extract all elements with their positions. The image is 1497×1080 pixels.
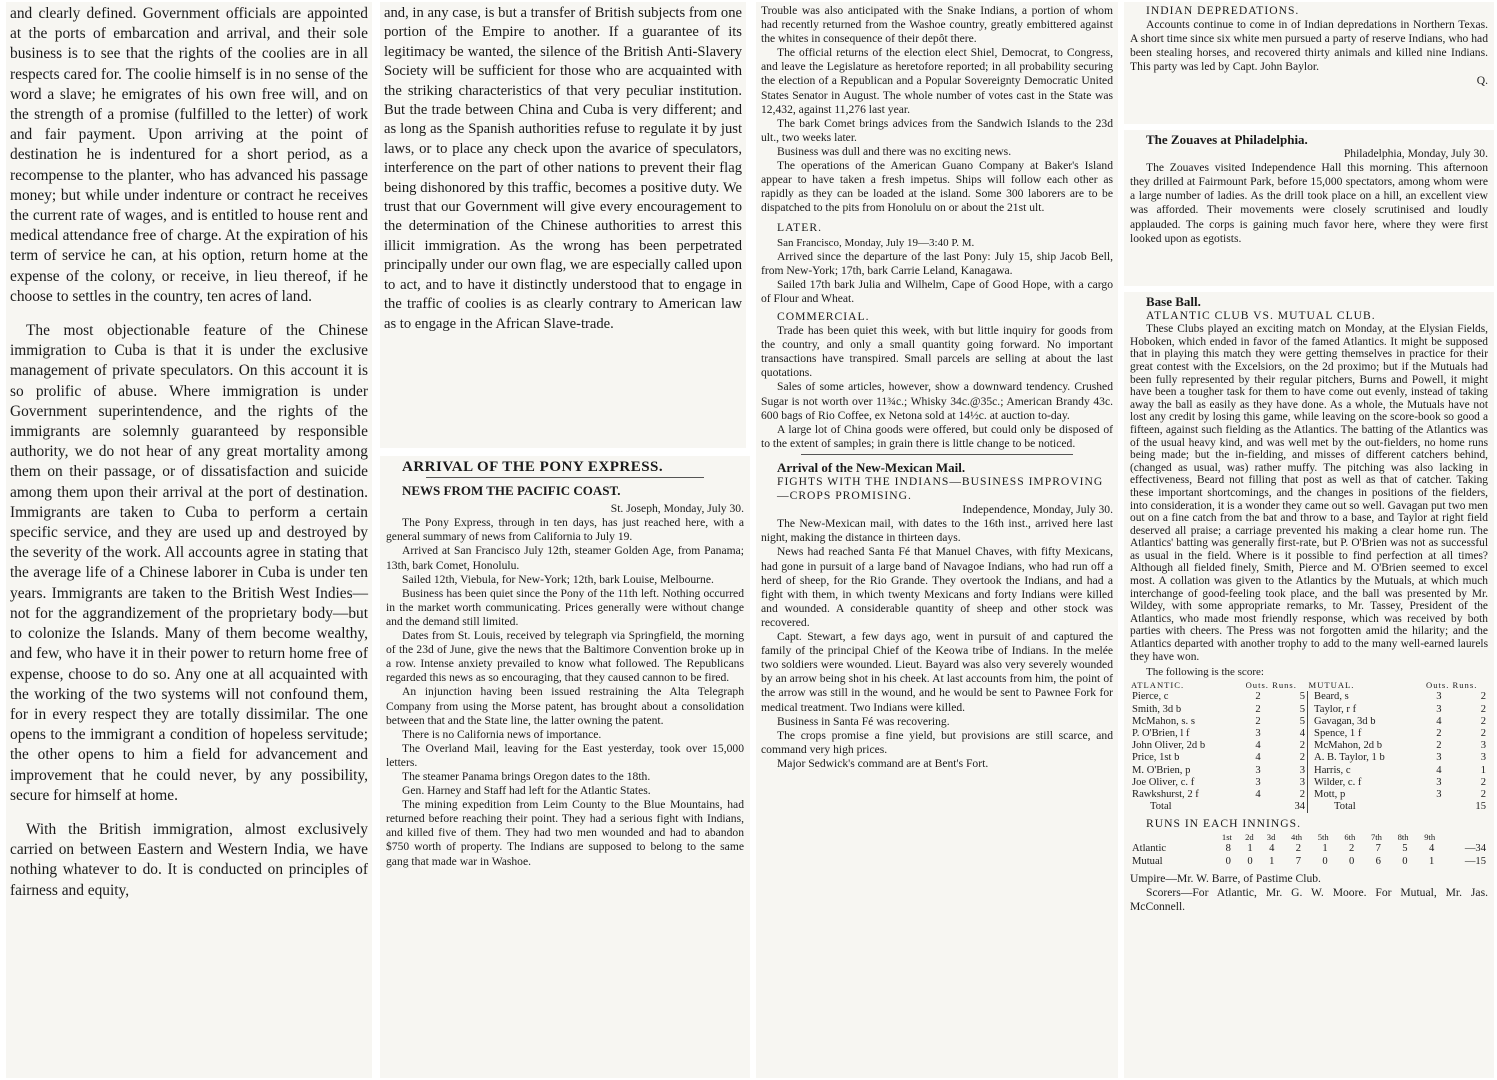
innings-col-head: 1st bbox=[1221, 832, 1232, 843]
paragraph: The New-Mexican mail, with dates to the 16th inst., arrived here last night, making the distance in thirteen days. bbox=[761, 517, 1113, 545]
subheadline: ATLANTIC CLUB VS. MUTUAL CLUB. bbox=[1146, 309, 1376, 323]
player-outs: 4 bbox=[1436, 764, 1442, 776]
inning-runs: 0 bbox=[1402, 855, 1408, 867]
player-outs: 3 bbox=[1436, 788, 1442, 800]
paragraph: The crops promise a fine yield, but provisions are still scarce, and command very high prices. bbox=[761, 728, 1113, 756]
player-name: P. O'Brien, l f bbox=[1132, 727, 1190, 739]
paragraph: The Overland Mail, leaving for the East yesterday, took over 15,000 letters. bbox=[386, 741, 744, 769]
paragraph: Capt. Stewart, a few days ago, went in pursuit of and captured the family of the principal Chief of the Keowa tribe of Indians. In the melée two soldiers were wounded. Lieut. Bayard was also very severely wounded by an arrow being shot in his cheek. At last accounts from him, the point of the arrow was still in the wound, and he would be sent to Pawnee Fork for medical treatment. Two Indians were killed. bbox=[761, 630, 1113, 714]
player-runs: 2 bbox=[1263, 740, 1308, 752]
inning-runs: 6 bbox=[1375, 855, 1381, 867]
player-runs: 3 bbox=[1263, 765, 1308, 777]
paragraph: A large lot of China goods were offered, but could only be disposed of to the extent of samples; in grain there is little change to be noticed. bbox=[761, 422, 1113, 450]
player-outs: 3 bbox=[1255, 727, 1261, 739]
player-name: John Oliver, 2d b bbox=[1132, 740, 1206, 752]
player-name: McMahon, 2d b bbox=[1314, 740, 1383, 752]
paragraph: Business was dull and there was no exciting news. bbox=[777, 144, 1012, 158]
inning-runs: 5 bbox=[1402, 843, 1408, 855]
player-name: A. B. Taylor, 1 b bbox=[1314, 752, 1385, 764]
headline: Arrival of the New-Mexican Mail. bbox=[777, 459, 966, 475]
score-total-row bbox=[1130, 801, 1488, 813]
inning-runs: 2 bbox=[1349, 843, 1355, 855]
paragraph: These Clubs played an exciting match on Monday, at the Elysian Fields, Hoboken, which ended in favor of the famed Atlantics. It might be supposed that in playing this match they were getting themselves in practice for their great contest with the Excelsiors, on the 2d proximo; but if the Mutuals had been fully represented by their regular pitchers, Burns and Powell, it might have been a tougher task for them to have come out evenly, instead of taking away the ball as easily as they have done. As a whole, the Mutuals have not lost any credit by losing this game, while leaving on the score-book so good a fifteen, against such fielding as the Atlantics. The batting of the Atlantics was of the usual heavy kind, and was well met by the out-fielders, no home runs being made; but the in-fielding, and misses of different catchers behind, (changed as usual, was) rather muffy. The pitching was also lacking in effectiveness, Beard not filling that post as well as that of catcher. Taking these important shortcomings, and the changes in positions of the fielders, into consideration, it is a wonder they came out so well. Gavagan put two men out on a fine catch from the bat and throw to a base, and Taylor at right field deserved all praise; a carriage prevented his making a clear home run. The Atlantics' batting was generally first-rate, but P. O'Brien was not as successful as usual in the field. Where is it possible to find perfection at all times? Although all fielded finely, Smith, Pierce and M. O'Brien seemed to excel most. A collation was given to the Atlantics by the Mutuals, at which much interchange of good-feeling took place, and the ball was presented by Mr. Wildey, with some appropriate remarks, to Mr. Tassey, President of the Atlantics, who made most friendly response, which was received by both parties with cheers. The Press was not forgotten amid the hilarity; and the Atlantics departed with another trophy to add to the many well-earned laurels they have won. bbox=[1130, 323, 1488, 663]
inning-runs: 7 bbox=[1295, 855, 1302, 867]
inning-runs: —15 bbox=[1464, 855, 1486, 867]
total-runs: 34 bbox=[1263, 801, 1308, 813]
paragraph: Dates from St. Louis, received by telegraph via Springfield, the morning of the 23d of June, give the news that the Baltimore Convention broke up in a row. Intense anxiety prevailed to know what followed. The Republicans regarded this news as so encouraging, that they caused cannon to be fired. bbox=[386, 629, 744, 685]
score-row bbox=[1130, 752, 1488, 764]
paragraph: and, in any case, is but a transfer of British subjects from one portion of the Empire to another. If a guarantee of its legitimacy be wanted, the silence of the British Anti-Slavery Society will be sufficient for those who are acquainted with the striking characteristics of that very peculiar institution. But the trade between China and Cuba is very different; and as long as the Spanish authorities refuse to regulate it by just laws, or to place any check upon the avarice of speculators, interference on the part of other nations to prevent their flag being dishonored by this traffic, becomes a positive duty. We trust that our Government will give every encouragement to the determination of the Chinese authorities to arrest this illicit immigration. As the wrong has been perpetrated principally under our own flag, we are especially called upon to act, and to have it distinctly understood that to engage in the traffic of coolies is as clearly contrary to American law as to engage in the African Slave-trade. bbox=[384, 5, 742, 332]
team-name: Mutual bbox=[1132, 855, 1163, 867]
clipping-indian-depredations bbox=[1124, 2, 1494, 124]
score-head-atlantic: ATLANTIC. bbox=[1131, 680, 1185, 691]
paragraph: The Zouaves visited Independence Hall this morning. This afternoon they drilled at Fairmount Park, before 15,000 spectators, among whom were a large number of ladies. As the drill took place on a hill, an excellent view was afforded. Their movements were closely scrutinised and loudly applauded. The corps is gaining much favor here, where they were first looked upon as egotists. bbox=[1130, 161, 1488, 245]
dateline: Philadelphia, Monday, July 30. bbox=[1343, 147, 1488, 161]
headline: ARRIVAL OF THE PONY EXPRESS. bbox=[402, 459, 664, 475]
innings-col-head: 2d bbox=[1245, 832, 1254, 843]
inning-runs: 0 bbox=[1322, 855, 1328, 867]
inning-runs: 2 bbox=[1295, 843, 1302, 855]
clipping-zouaves bbox=[1124, 130, 1494, 286]
clipping-pony-express bbox=[380, 456, 750, 1078]
paragraph: Arrived since the departure of the last Pony: July 15, ship Jacob Bell, from New-York; 17th, bark Carrie Leland, Kanagawa. bbox=[761, 249, 1113, 277]
clipping-base-ball bbox=[1124, 292, 1494, 1078]
player-runs: 2 bbox=[1480, 703, 1486, 715]
player-outs: 3 bbox=[1255, 764, 1261, 776]
player-name: Smith, 3d b bbox=[1132, 703, 1182, 715]
paragraph: There is no California news of importance. bbox=[402, 727, 602, 741]
player-outs: 2 bbox=[1436, 727, 1442, 739]
paragraph: Sales of some articles, however, show a downward tendency. Crushed Sugar is not worth over 11¾c.; Whisky 34c.@35c.; American Brandy 43c. 600 bags of Rio Coffee, ex Netona sold at 14½c. at auction to-day. bbox=[761, 380, 1113, 422]
player-name: Beard, s bbox=[1314, 691, 1349, 703]
score-row bbox=[1130, 728, 1488, 740]
player-outs: 3 bbox=[1436, 703, 1442, 715]
player-name: Rawkshurst, 2 f bbox=[1132, 788, 1199, 800]
player-outs: 2 bbox=[1255, 715, 1261, 727]
innings-col-head: 9th bbox=[1424, 832, 1436, 843]
paragraph: The most objectionable feature of the Chinese immigration to Cuba is that it is under the exclusive management of private speculators. On this account it is so prolific of abuse. Where immigration is under Government superintendence, and the rights of the immigrants are solemnly guaranteed by responsible authority, we do not hear of any great mortality among them on their passage, or of dissatisfaction and suicide among them upon their arrival at the port of destination. Immigrants are taken to Cuba to perform a certain specific service, and they are used up and destroyed by the severity of the work. All accounts agree in stating that the average life of a Chinese laborer in Cuba is under ten years. Immigrants are taken to the British West Indies—not for the aggrandizement of the proprietary body—but to colonize the Islands. Many of them become wealthy, and few, who have it in their power to return home free of expense, choose to do so. Any one at all acquainted with the working of the two systems will not confound them, for in every respect they are totally dissimilar. The one opens to the immigrant a condition of hopeless servitude; the other opens to him a field for advancement and improvement that he could never, by any possibility, secure for himself at home. bbox=[10, 322, 368, 804]
player-outs: 4 bbox=[1255, 788, 1261, 800]
innings-col-head: 6th bbox=[1344, 832, 1356, 843]
player-runs: 4 bbox=[1263, 728, 1308, 740]
paragraph: Trouble was also anticipated with the Snake Indians, a portion of whom had recently returned from the Washoe country, greatly embittered against the whites in consequence of their depôt there. bbox=[761, 4, 1113, 46]
inning-runs: 1 bbox=[1428, 855, 1435, 867]
clipping-coolie-article-continued bbox=[380, 2, 746, 448]
player-runs: 2 bbox=[1480, 776, 1486, 788]
player-runs: 3 bbox=[1480, 752, 1486, 764]
paragraph: News had reached Santa Fé that Manuel Chaves, with fifty Mexicans, had gone in pursuit of a large band of Navagoe Indians, who had run off a herd of sheep, for the Rio Grande. They overtook the Indians, and had a fight with them, in which twenty Mexicans and forty Indians were killed and wounded. A considerable quantity of sheep and other stock was recovered. bbox=[761, 545, 1113, 629]
clipping-coolie-article bbox=[6, 2, 372, 1078]
innings-head: RUNS IN EACH INNINGS. bbox=[1146, 817, 1301, 831]
player-outs: 2 bbox=[1255, 691, 1261, 703]
player-name: Mott, p bbox=[1314, 788, 1346, 800]
innings-col-head: 3d bbox=[1266, 832, 1276, 843]
score-head-mutual: MUTUAL. bbox=[1308, 680, 1355, 691]
headline: Base Ball. bbox=[1146, 294, 1201, 309]
paragraph: The mining expedition from Leim County to the Blue Mountains, had returned before reaching their point. They had a serious fight with Indians, and killed five of them. They had two men wounded and had to abandon $750 worth of property. The Indians are supposed to belong to the same gang that made war in Washoe. bbox=[386, 798, 744, 868]
innings-row bbox=[1130, 843, 1488, 855]
player-runs: 1 bbox=[1480, 764, 1486, 776]
paragraph: Gen. Harney and Staff had left for the Atlantic States. bbox=[402, 784, 651, 798]
clipping-pacific-news bbox=[756, 2, 1118, 1078]
player-name: Wilder, c. f bbox=[1314, 776, 1362, 788]
player-name: Harris, c bbox=[1314, 764, 1351, 776]
player-name: Pierce, c bbox=[1132, 691, 1169, 703]
section-head: INDIAN DEPREDATIONS. bbox=[1146, 4, 1300, 17]
inning-runs: 4 bbox=[1428, 843, 1435, 855]
innings-col-head: 5th bbox=[1317, 832, 1329, 843]
dateline: San Francisco, Monday, July 19—3:40 P. M. bbox=[777, 236, 975, 249]
paragraph: The Pony Express, through in ten days, has just reached here, with a general summary of news from California to July 19. bbox=[386, 516, 744, 544]
dateline: Independence, Monday, July 30. bbox=[962, 503, 1113, 517]
subheadline: NEWS FROM THE PACIFIC COAST. bbox=[402, 483, 621, 499]
player-runs: 5 bbox=[1263, 691, 1308, 703]
innings-col-head: 7th bbox=[1370, 832, 1382, 843]
score-row bbox=[1130, 716, 1488, 728]
player-outs: 3 bbox=[1436, 691, 1442, 703]
section-head: COMMERCIAL. bbox=[777, 309, 870, 323]
paragraph: Major Sedwick's command are at Bent's Fort. bbox=[777, 756, 989, 770]
innings-row bbox=[1130, 856, 1488, 868]
inning-runs: 1 bbox=[1269, 855, 1275, 867]
total-label: Total bbox=[1334, 801, 1356, 813]
headline: The Zouaves at Philadelphia. bbox=[1146, 132, 1308, 147]
score-row bbox=[1130, 691, 1488, 703]
score-table bbox=[1130, 679, 1488, 813]
player-outs: 4 bbox=[1436, 715, 1442, 727]
score-intro: The following is the score: bbox=[1146, 666, 1264, 679]
score-row bbox=[1130, 777, 1488, 789]
player-name: Taylor, r f bbox=[1314, 703, 1357, 715]
subheadline: FIGHTS WITH THE INDIANS—BUSINESS IMPROVING bbox=[777, 475, 1104, 488]
score-row bbox=[1130, 789, 1488, 801]
team-name: Atlantic bbox=[1132, 843, 1167, 855]
innings-col-head: 8th bbox=[1397, 832, 1409, 843]
paragraph: Business has been quiet since the Pony of the 11th left. Nothing occurred in the market worth communicating. Prices generally were without change and the demand still limited. bbox=[386, 586, 744, 628]
player-name: M. O'Brien, p bbox=[1132, 764, 1191, 776]
player-name: Spence, 1 f bbox=[1314, 727, 1362, 739]
total-spacer bbox=[1415, 801, 1443, 813]
paragraph: The steamer Panama brings Oregon dates to the 18th. bbox=[402, 769, 651, 783]
player-runs: 2 bbox=[1263, 789, 1308, 801]
player-runs: 2 bbox=[1263, 752, 1308, 764]
player-name: Gavagan, 3d b bbox=[1314, 715, 1376, 727]
inning-runs: 4 bbox=[1269, 843, 1275, 855]
inning-runs: —34 bbox=[1464, 843, 1486, 855]
paragraph: Business in Santa Fé was recovering. bbox=[777, 714, 950, 728]
player-runs: 3 bbox=[1263, 777, 1308, 789]
total-spacer bbox=[1235, 801, 1263, 813]
player-outs: 2 bbox=[1255, 703, 1261, 715]
signature: Q. bbox=[1476, 74, 1488, 88]
player-runs: 2 bbox=[1480, 691, 1486, 703]
score-row bbox=[1130, 740, 1488, 752]
player-outs: 4 bbox=[1255, 740, 1261, 752]
player-runs: 2 bbox=[1480, 715, 1486, 727]
paragraph: Accounts continue to come in of Indian depredations in Northern Texas. A short time since six white men pursued a party of reserve Indians, who had been stealing horses, and recovered thirty animals and killed nine Indians. This party was led by Capt. John Baylor. bbox=[1130, 18, 1488, 74]
total-label: Total bbox=[1150, 801, 1172, 813]
inning-runs: 0 bbox=[1225, 855, 1231, 867]
section-head: LATER. bbox=[777, 221, 822, 235]
player-outs: 3 bbox=[1436, 776, 1442, 788]
inning-runs: 8 bbox=[1225, 843, 1231, 855]
paragraph: The bark Comet brings advices from the Sandwich Islands to the 23d ult., two weeks later. bbox=[761, 116, 1113, 144]
player-runs: 3 bbox=[1480, 740, 1486, 752]
score-cols-mutual: Outs. Runs. bbox=[1426, 680, 1478, 691]
paragraph: The operations of the American Guano Company at Baker's Island appear to have taken a fresh impetus. Ships will follow each other as rapidly as they can be loaded at the island. Some 300 laborers are to be dispatched to the pits from Honolulu on or about the 21st ult. bbox=[761, 159, 1113, 215]
paragraph: Trade has been quiet this week, with but little inquiry for goods from the country, and only a small quantity going forward. No important transactions have transpired. Small parcels are selling at about the last quotations. bbox=[761, 324, 1113, 380]
score-row bbox=[1130, 704, 1488, 716]
player-name: Joe Oliver, c. f bbox=[1132, 776, 1195, 788]
paragraph: With the British immigration, almost exclusively carried on between Eastern and Western India, we have nothing whatever to do. It is conducted on principles of fairness and equity, bbox=[10, 820, 368, 899]
player-runs: 5 bbox=[1263, 704, 1308, 716]
player-outs: 3 bbox=[1255, 776, 1261, 788]
scorers-line: Scorers—For Atlantic, Mr. G. W. Moore. For Mutual, Mr. Jas. McConnell. bbox=[1130, 885, 1488, 914]
innings-table bbox=[1130, 831, 1488, 867]
inning-runs: 1 bbox=[1322, 843, 1328, 855]
player-outs: 2 bbox=[1436, 740, 1442, 752]
total-runs: 15 bbox=[1475, 801, 1486, 813]
score-cols-atlantic: Outs. Runs. bbox=[1245, 680, 1297, 691]
subheadline: —CROPS PROMISING. bbox=[777, 489, 912, 503]
innings-col-head: 4th bbox=[1291, 832, 1303, 843]
innings-col-head bbox=[1436, 831, 1488, 843]
paragraph: The official returns of the election elect Shiel, Democrat, to Congress, and leave the Legislature as heretofore reported; in all probability securing the election of a Republican and a Popular Sovereignty Democratic United States Senator in August. The whole number of votes cast in the State was 12,432, against 11,276 last year. bbox=[761, 46, 1113, 116]
paragraph: Sailed 12th, Viebula, for New-York; 12th, bark Louise, Melbourne. bbox=[402, 572, 714, 586]
player-runs: 2 bbox=[1480, 727, 1486, 739]
player-runs: 5 bbox=[1263, 716, 1308, 728]
inning-runs: 7 bbox=[1375, 843, 1381, 855]
player-name: McMahon, s. s bbox=[1132, 715, 1195, 727]
paragraph: Sailed 17th bark Julia and Wilhelm, Cape of Good Hope, with a cargo of Flour and Wheat. bbox=[761, 277, 1113, 305]
player-outs: 3 bbox=[1436, 752, 1442, 764]
inning-runs: 1 bbox=[1247, 843, 1253, 855]
paragraph: and clearly defined. Government officials are appointed at the ports of embarcation and arrival, and their sole business is to see that the rights of the coolies are in all respects cared for. The coolie himself is in no sense of the word a slave; he emigrates of his own free will, and on the strength of a promise (fulfilled to the letter) of work and fair payment. Upon arriving at the point of destination he is indentured for a short period, as a recompense to the planter, who has advanced his passage money; but while under indenture or contract he receives the current rate of wages, and is entitled to house rent and medical attendance free of charge. At the expiration of his term of service he can, at his option, return home at the expense of the colony, or receive, in lieu thereof, if he choose to settles in the country, ten acres of land. bbox=[10, 5, 368, 305]
player-outs: 4 bbox=[1255, 752, 1261, 764]
player-name: Price, 1st b bbox=[1132, 752, 1180, 764]
player-runs: 2 bbox=[1480, 788, 1486, 800]
inning-runs: 0 bbox=[1247, 855, 1253, 867]
paragraph: Arrived at San Francisco July 12th, steamer Golden Age, from Panama; 13th, bark Comet, Honolulu. bbox=[386, 544, 744, 572]
inning-runs: 0 bbox=[1349, 855, 1355, 867]
paragraph: An injunction having been issued restraining the Alta Telegraph Company from using the Morse patent, has brought about a consolidation between that and the State line, the latter owning the patent. bbox=[386, 685, 744, 727]
score-row bbox=[1130, 765, 1488, 777]
umpire-line: Umpire—Mr. W. Barre, of Pastime Club. bbox=[1130, 871, 1321, 885]
dateline: St. Joseph, Monday, July 30. bbox=[610, 502, 744, 516]
innings-col-head bbox=[1130, 831, 1208, 843]
